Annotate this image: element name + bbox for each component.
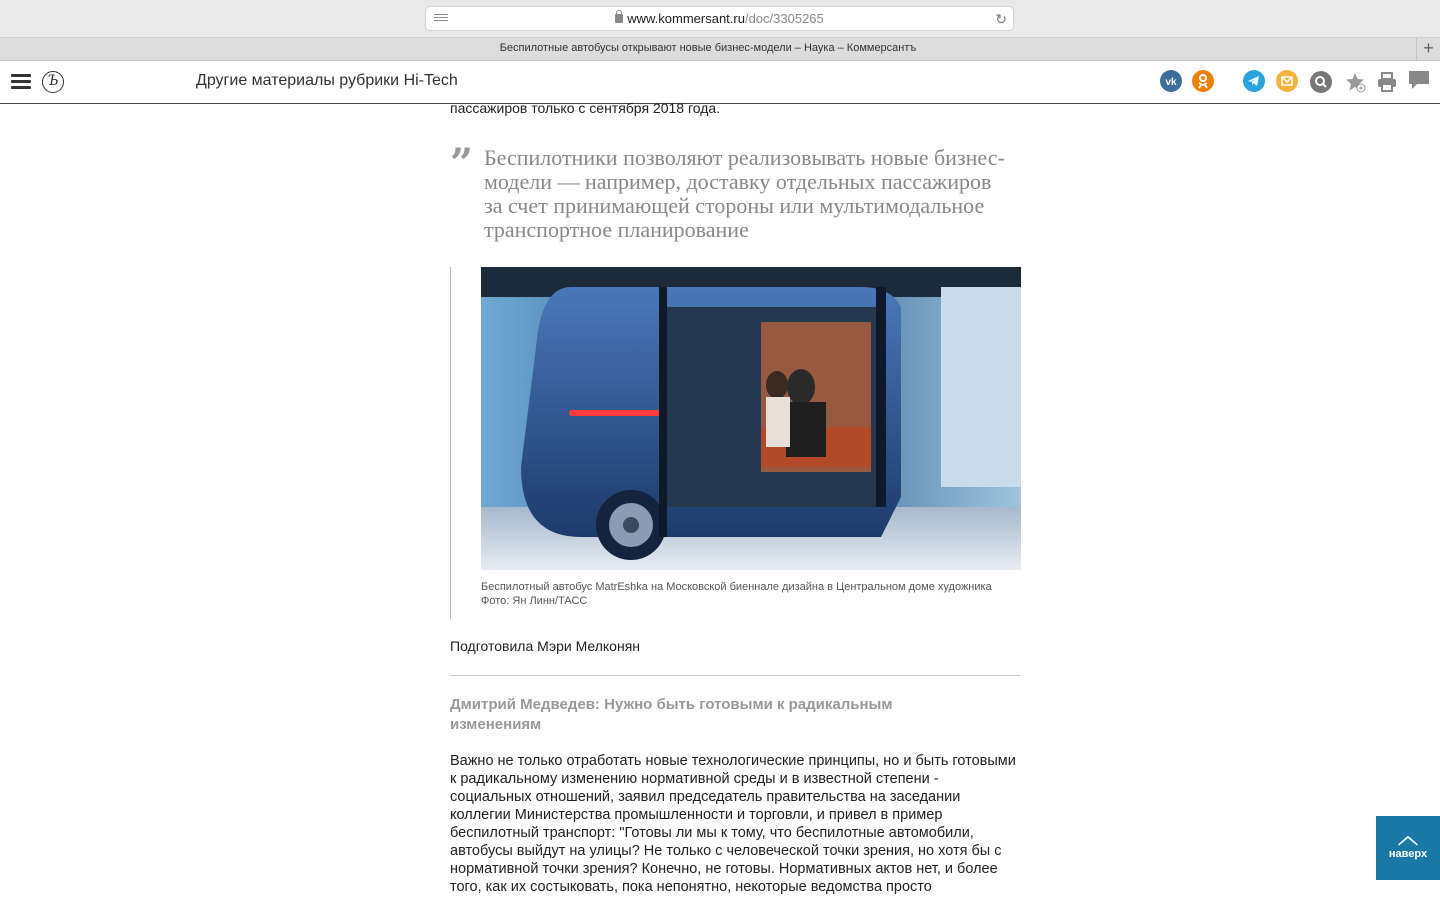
article-body: Важно не только отработать новые технологические принципы, но и быть готовыми к радикальному изменению нормативной среды и в известной степени - социальных отношений, заявил председатель правительства на заседании коллегии Министерства промышленности и торговли, и привел в пример беспилотный транспорт: "Готовы ли мы к тому, что беспилотные автомобили, автобусы выйдут на улицы? Не только с человеческой точки зрения, но хотя бы с нормативной точки зрения? Конечно, не готовы. Нормативных актов нет, и более того, как их состыковать, пока непонятно, некоторые ведомства просто	[450, 753, 1016, 895]
photo-caption-text: Беспилотный автобус MatrEshka на Московской биеннале дизайна в Центральном доме художника	[481, 581, 992, 593]
photo-block	[450, 267, 1020, 619]
article-lead-tail: пассажиров только с сентября 2018 года.	[450, 100, 721, 116]
article-photo[interactable]	[481, 267, 1021, 570]
vk-share-icon[interactable]	[1160, 70, 1182, 92]
pull-quote: Беспилотники позволяют реализовывать новые бизнес-модели — например, доставку отдельных пассажиров за счет принимающей стороны или мультимодальное транспортное планирование	[484, 145, 1005, 242]
article-author: Подготовила Мэри Мелконян	[450, 638, 641, 654]
menu-icon[interactable]	[11, 74, 31, 90]
photo-caption	[481, 580, 992, 608]
url-text[interactable]	[426, 11, 1013, 26]
tab-bar	[0, 38, 1440, 61]
comments-icon[interactable]	[1407, 68, 1431, 92]
search-icon[interactable]	[1310, 71, 1332, 93]
url-path: /doc/3305265	[744, 11, 824, 26]
lock-icon	[615, 14, 623, 23]
header-rubric-link[interactable]: Другие материалы рубрики Hi-Tech	[196, 72, 458, 89]
print-icon[interactable]	[1375, 70, 1399, 94]
new-tab-button[interactable]: +	[1416, 38, 1440, 60]
browser-toolbar	[0, 0, 1440, 38]
odnoklassniki-share-icon[interactable]	[1192, 70, 1214, 92]
section-divider	[450, 675, 1020, 676]
reload-icon[interactable]: ↻	[995, 11, 1007, 27]
telegram-share-icon[interactable]	[1243, 70, 1265, 92]
svg-text:vk: vk	[1165, 77, 1177, 88]
url-domain: www.kommersant.ru	[627, 11, 745, 26]
quote-icon: ”	[450, 140, 474, 187]
back-to-top-button[interactable]	[1376, 816, 1440, 880]
site-header	[0, 61, 1440, 104]
chevron-up-icon: ︿	[1398, 826, 1418, 848]
site-logo[interactable]: Ъ	[42, 71, 64, 93]
address-bar[interactable]	[425, 6, 1014, 31]
email-share-icon[interactable]	[1276, 70, 1298, 92]
photo-credit: Фото: Ян Линн/ТАСС	[481, 595, 588, 607]
tab-active[interactable]: Беспилотные автобусы открывают новые бизнес-модели – Наука – Коммерсантъ	[499, 42, 917, 54]
favorites-star-icon[interactable]	[1343, 70, 1367, 94]
back-to-top-label: наверх	[1388, 848, 1428, 860]
section-subheading: Дмитрий Медведев: Нужно быть готовыми к радикальным изменениям	[450, 696, 893, 733]
